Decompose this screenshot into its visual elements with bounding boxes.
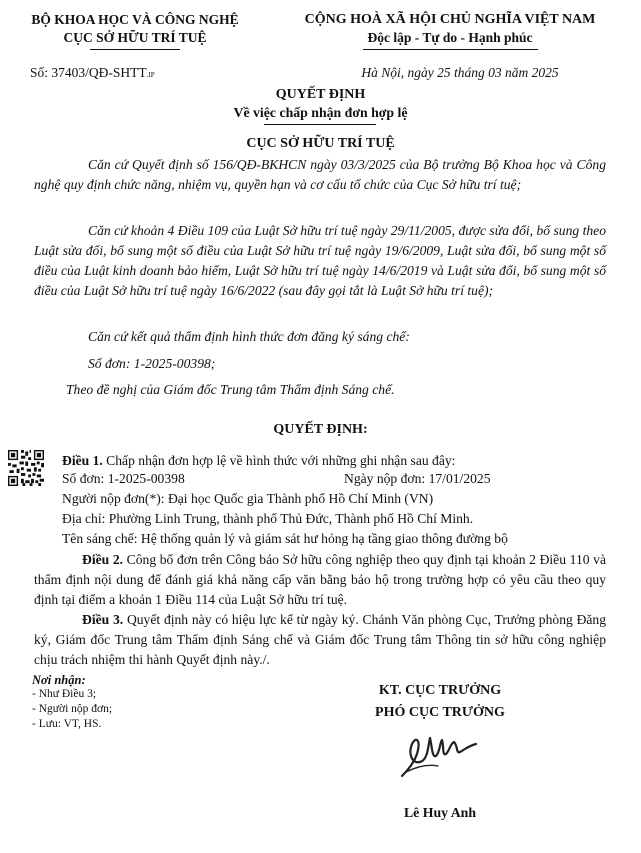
doc-number xyxy=(30,65,155,81)
doc-number-text: Số: 37403/QĐ-SHTT xyxy=(30,65,147,80)
issuer: CỤC SỞ HỮU TRÍ TUỆ xyxy=(246,136,395,151)
motto: Độc lập - Tự do - Hạnh phúc xyxy=(367,30,533,45)
signature-title: PHÓ CỤC TRƯỞNG xyxy=(375,705,505,720)
decision-heading: QUYẾT ĐỊNH: xyxy=(273,422,368,437)
article-1-label: Điều 1. xyxy=(62,453,103,468)
recipient-item: - Như Điều 3; xyxy=(32,688,97,700)
article-2 xyxy=(34,550,606,610)
preamble-app-number: Số đơn: 1-2025-00398; xyxy=(88,356,216,371)
article-3 xyxy=(34,610,606,670)
agency-name: CỤC SỞ HỮU TRÍ TUỆ xyxy=(63,30,207,45)
filing-date: Ngày nộp đơn: 17/01/2025 xyxy=(344,471,491,486)
signer-name: Lê Huy Anh xyxy=(403,805,477,820)
agency-underline xyxy=(90,49,180,50)
article-3-text: Quyết định này có hiệu lực kể từ ngày ký. Chánh Văn phòng Cục, Trưởng phòng Đăng ký, Giám đốc Trung tâm Thẩm định Sáng chế và Giám đốc Trung tâm Thông tin sở hữu công nghiệp chịu trách nhiệm thi hành Quyết định này./. xyxy=(34,612,607,667)
nation-name: CỘNG HOÀ XÃ HỘI CHỦ NGHĨA VIỆT NAM xyxy=(304,12,596,27)
preamble-law: Căn cứ khoản 4 Điều 109 của Luật Sở hữu trí tuệ ngày 29/11/2005, được sửa đổi, bổ sung theo Luật sửa đổi, bổ sung một số điều của Luật Sở hữu trí tuệ ngày 19/6/2009, Luật sửa đổi, bổ sung một số điều của Luật kinh doanh bảo hiểm, Luật Sở hữu trí tuệ ngày 14/6/2019 và Luật sửa đổi, bổ sung một số điều của Luật Sở hữu trí tuệ ngày 16/6/2022 (sau đây gọi tắt là Luật Sở hữu trí tuệ); xyxy=(34,223,606,298)
handwritten-signature xyxy=(398,722,478,782)
preamble-proposal: Theo đề nghị của Giám đốc Trung tâm Thẩm định Sáng chế. xyxy=(66,382,395,397)
preamble-decision: Căn cứ Quyết định số 156/QĐ-BKHCN ngày 03/3/2025 của Bộ trưởng Bộ Khoa học và Công nghệ quy định chức năng, nhiệm vụ, quyền hạn và cơ cấu tổ chức của Cục Sở hữu trí tuệ; xyxy=(34,157,606,192)
subject-underline xyxy=(264,124,376,125)
agency-parent: BỘ KHOA HỌC VÀ CÔNG NGHỆ xyxy=(31,12,239,27)
recipient-item: - Lưu: VT, HS. xyxy=(32,718,102,730)
preamble-examination: Căn cứ kết quả thẩm định hình thức đơn đăng ký sáng chế: xyxy=(88,329,410,344)
article-2-text: Công bố đơn trên Công báo Sở hữu công nghiệp theo quy định tại khoản 2 Điều 110 và thẩm định nội dung để đánh giá khả năng cấp văn bằng bảo hộ trong trường hợp có yêu cầu theo quy định tại điểm a khoản 1 Điều 114 của Luật Sở hữu trí tuệ. xyxy=(34,552,607,607)
article-1 xyxy=(62,451,455,471)
recipients-label: Nơi nhận: xyxy=(32,673,86,687)
doc-title: QUYẾT ĐỊNH xyxy=(275,87,366,102)
article-1-text: Chấp nhận đơn hợp lệ về hình thức với những ghi nhận sau đây: xyxy=(102,453,456,468)
doc-subject: Về việc chấp nhận đơn hợp lệ xyxy=(233,105,408,120)
recipient-item: - Người nộp đơn; xyxy=(32,703,113,715)
applicant: Người nộp đơn(*): Đại học Quốc gia Thành phố Hồ Chí Minh (VN) xyxy=(62,491,434,506)
invention-title: Tên sáng chế: Hệ thống quản lý và giám sát hư hỏng hạ tầng giao thông đường bộ xyxy=(62,531,508,546)
qr-code-icon xyxy=(8,450,44,486)
app-number: Số đơn: 1-2025-00398 xyxy=(62,471,185,486)
signature-for: KT. CỤC TRƯỞNG xyxy=(378,683,502,698)
article-2-label: Điều 2. xyxy=(82,552,124,567)
article-3-label: Điều 3. xyxy=(82,612,124,627)
doc-number-suffix: .IP xyxy=(146,71,155,79)
applicant-address: Địa chỉ: Phường Linh Trung, thành phố Thủ Đức, Thành phố Hồ Chí Minh. xyxy=(62,511,474,526)
motto-underline xyxy=(363,49,538,50)
place-date: Hà Nội, ngày 25 tháng 03 năm 2025 xyxy=(361,65,559,80)
